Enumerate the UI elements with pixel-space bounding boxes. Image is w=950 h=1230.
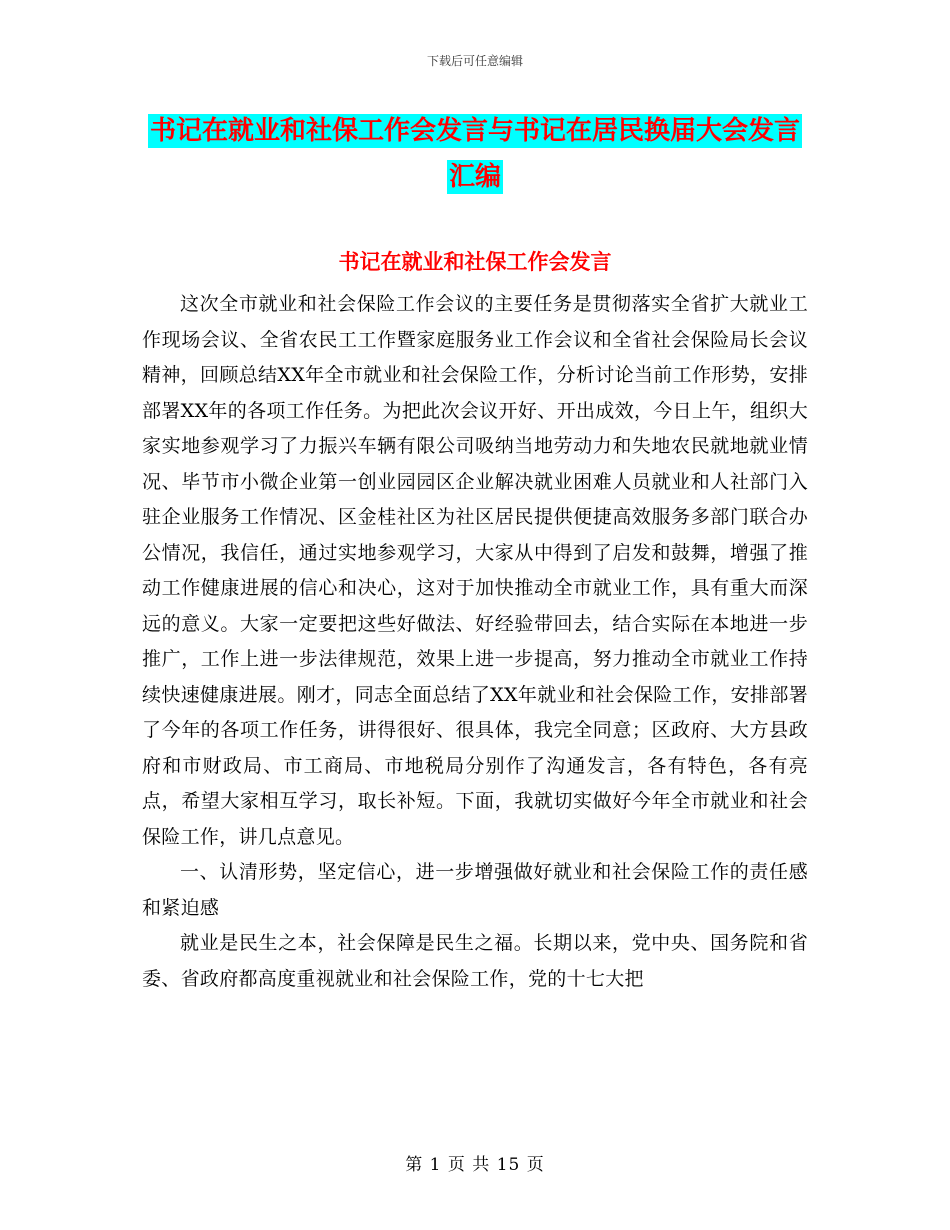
section-title: 书记在就业和社保工作会发言 xyxy=(338,249,612,274)
page-header-note: 下载后可任意编辑 xyxy=(426,54,523,68)
document-title xyxy=(140,108,810,200)
paragraph: 就业是民生之本，社会保障是民生之福。长期以来，党中央、国务院和省委、省政府都高度重视就业和社会保险工作，党的十七大把 xyxy=(142,932,808,990)
page-footer: 第 1 页 共 15 页 xyxy=(405,1155,545,1175)
body-text xyxy=(142,287,808,997)
document-title-text: 书记在就业和社保工作会发言与书记在居民换届大会发言汇编 xyxy=(149,116,800,192)
paragraph: 这次全市就业和社会保险工作会议的主要任务是贯彻落实全省扩大就业工作现场会议、全省农民工工作暨家庭服务业工作会议和全省社会保险局长会议精神，回顾总结XX年全市就业和社会保险工作，分析讨论当前工作形势，安排部署XX年的各项工作任务。为把此次会议开好、开出成效，今日上午，组织大家实地参观学习了力振兴车辆有限公司吸纳当地劳动力和失地农民就地就业情况、毕节市小微企业第一创业园园区企业解决就业困难人员就业和人社部门入驻企业服务工作情况、区金桂社区为社区居民提供便捷高效服务多部门联合办公情况，我信任，通过实地参观学习，大家从中得到了启发和鼓舞，增强了推动工作健康进展的信心和决心，这对于加快推动全市就业工作，具有重大而深远的意义。大家一定要把这些好做法、好经验带回去，结合实际在本地进一步推广，工作上进一步法律规范，效果上进一步提高，努力推动全市就业工作持续快速健康进展。刚才，同志全面总结了XX年就业和社会保险工作，安排部署了今年的各项工作任务，讲得很好、很具体，我完全同意；区政府、大方县政府和市财政局、市工商局、市地税局分别作了沟通发言，各有特色，各有亮点，希望大家相互学习，取长补短。下面，我就切实做好今年全市就业和社会保险工作，讲几点意见。 xyxy=(142,293,808,848)
paragraph: 一、认清形势，坚定信心，进一步增强做好就业和社会保险工作的责任感和紧迫感 xyxy=(142,861,808,919)
